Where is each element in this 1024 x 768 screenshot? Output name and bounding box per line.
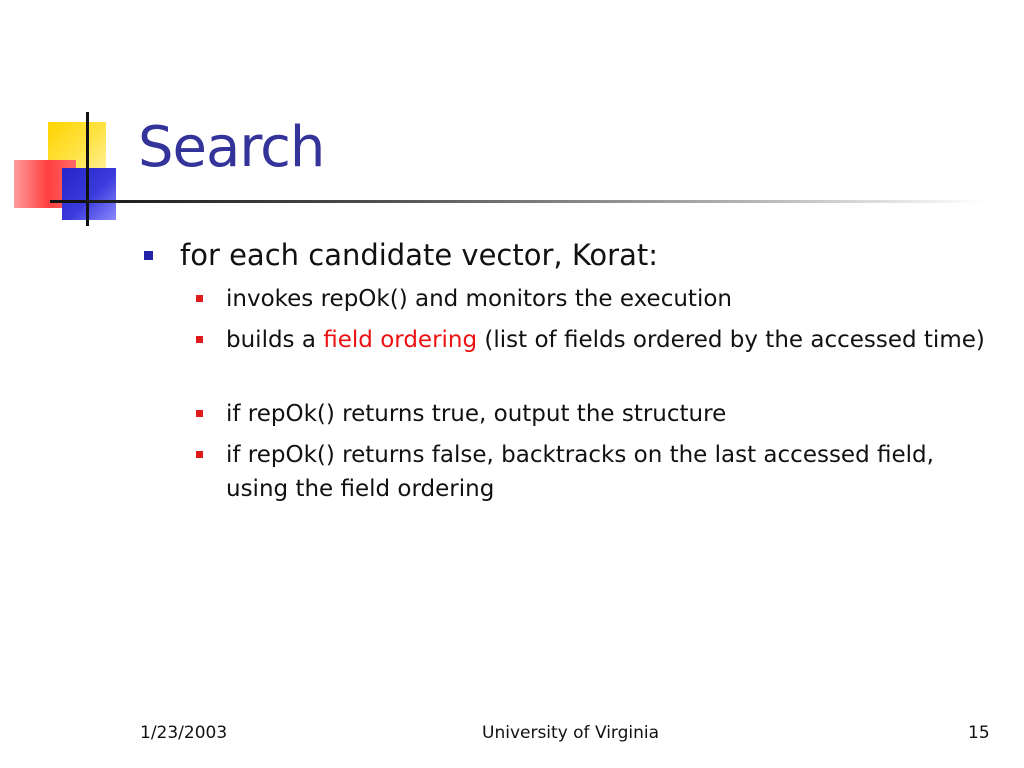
slide-title: Search xyxy=(138,115,325,180)
footer-date: 1/23/2003 xyxy=(140,723,228,743)
sub-bullet-2-text xyxy=(226,323,986,357)
field-ordering-highlight: field ordering xyxy=(323,327,478,353)
bullet-square-icon xyxy=(144,251,153,260)
sub-bullet-square-icon xyxy=(196,451,203,458)
sub-bullet-1-text: invokes repOk() and monitors the execution xyxy=(226,286,732,312)
sub-bullet-3-text: if repOk() returns true, output the structure xyxy=(226,401,727,427)
title-underline xyxy=(86,200,986,203)
blue-square-shape xyxy=(62,168,116,220)
sub-bullet-2-before: builds a xyxy=(226,327,324,353)
footer-page-number: 15 xyxy=(968,723,990,743)
sub-bullet-2-after: (list of fields ordered by the accessed time) xyxy=(477,327,985,353)
decorative-squares-logo xyxy=(0,0,150,240)
footer-institution: University of Virginia xyxy=(482,723,660,743)
sub-bullet-4-text: if repOk() returns false, backtracks on the last accessed field, using the field ordering xyxy=(226,442,934,502)
bullet-main-text: for each candidate vector, Korat: xyxy=(180,238,658,272)
sub-bullet-square-icon xyxy=(196,410,203,417)
sub-bullet-square-icon xyxy=(196,295,203,302)
sub-bullet-square-icon xyxy=(196,336,203,343)
vertical-line-shape xyxy=(86,112,89,226)
